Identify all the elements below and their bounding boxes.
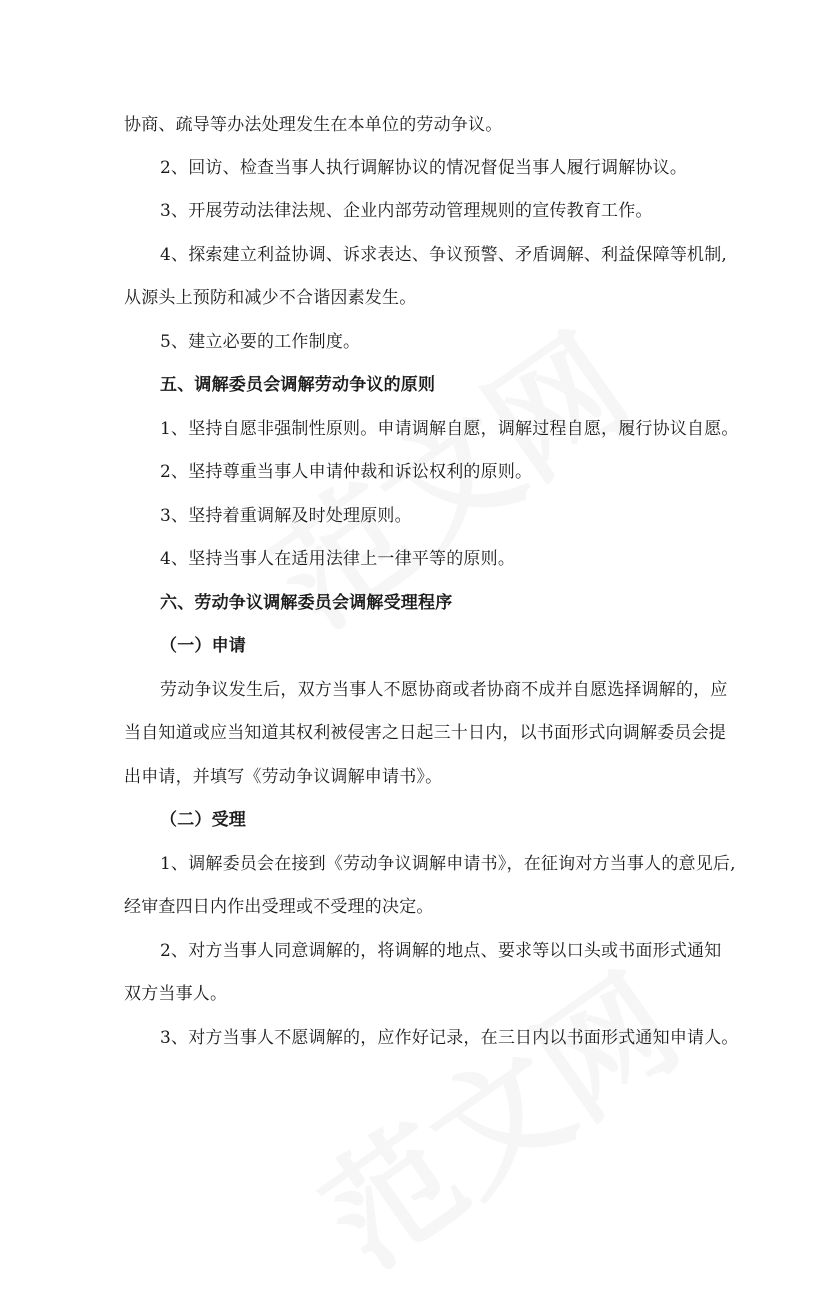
paragraph-line: 协商、疏导等办法处理发生在本单位的劳动争议。 bbox=[124, 115, 503, 135]
paragraph-line: 当自知道或应当知道其权利被侵害之日起三十日内，以书面形式向调解委员会提 bbox=[124, 723, 726, 743]
paragraph-line: 从源头上预防和减少不合谐因素发生。 bbox=[124, 288, 417, 308]
paragraph-line: 2、坚持尊重当事人申请仲裁和诉讼权利的原则。 bbox=[160, 462, 533, 482]
paragraph-line: 2、对方当事人同意调解的，将调解的地点、要求等以口头或书面形式通知 bbox=[160, 941, 722, 961]
paragraph-line: 5、建立必要的工作制度。 bbox=[160, 332, 361, 352]
paragraph-line: 3、对方当事人不愿调解的，应作好记录，在三日内以书面形式通知申请人。 bbox=[160, 1028, 739, 1048]
paragraph-line: 4、坚持当事人在适用法律上一律平等的原则。 bbox=[160, 549, 516, 569]
paragraph-line: 经审查四日内作出受理或不受理的决定。 bbox=[124, 897, 434, 917]
paragraph-line: 出申请，并填写《劳动争议调解申请书》。 bbox=[124, 767, 443, 787]
watermark bbox=[282, 925, 709, 1302]
paragraph-line: 4、探索建立利益协调、诉求表达、争议预警、矛盾调解、利益保障等机制, bbox=[160, 245, 728, 265]
paragraph-line: 1、调解委员会在接到《劳动争议调解申请书》，在征询对方当事人的意见后, bbox=[160, 854, 736, 874]
subsection-heading: （一）申请 bbox=[160, 636, 246, 656]
paragraph-line: 2、回访、检查当事人执行调解协议的情况督促当事人履行调解协议。 bbox=[160, 158, 688, 178]
subsection-heading: （二）受理 bbox=[160, 810, 246, 830]
paragraph-line: 双方当事人。 bbox=[124, 984, 228, 1004]
section-heading: 五、调解委员会调解劳动争议的原则 bbox=[160, 375, 436, 395]
paragraph-line: 3、坚持着重调解及时处理原则。 bbox=[160, 506, 412, 526]
section-heading: 六、劳动争议调解委员会调解受理程序 bbox=[160, 593, 453, 613]
paragraph-line: 1、坚持自愿非强制性原则。申请调解自愿，调解过程自愿，履行协议自愿。 bbox=[160, 419, 739, 439]
paragraph-line: 劳动争议发生后，双方当事人不愿协商或者协商不成并自愿选择调解的，应 bbox=[160, 680, 728, 700]
paragraph-line: 3、开展劳动法律法规、企业内部劳动管理规则的宣传教育工作。 bbox=[160, 201, 653, 221]
